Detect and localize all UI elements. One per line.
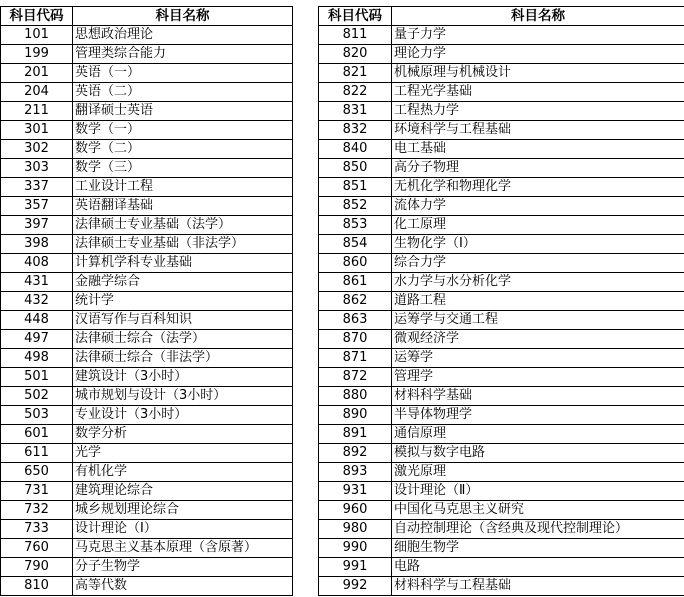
subject-name-cell: 工业设计工程 — [73, 178, 293, 197]
subject-name-cell: 数学（一） — [73, 121, 293, 140]
subject-code-cell: 853 — [319, 216, 392, 235]
subject-name-cell: 工程光学基础 — [392, 83, 684, 102]
subject-name-cell: 法律硕士专业基础（法学） — [73, 216, 293, 235]
subject-code-cell: 850 — [319, 159, 392, 178]
header-subject-code: 科目代码 — [1, 7, 73, 26]
subject-code-cell: 408 — [1, 254, 73, 273]
table-row — [1, 235, 293, 254]
table-row — [319, 254, 684, 273]
table-row — [1, 444, 293, 463]
subject-name-cell: 水力学与水分析化学 — [392, 273, 684, 292]
table-row — [319, 83, 684, 102]
subject-name-cell: 翻译硕士英语 — [73, 102, 293, 121]
subject-code-cell: 892 — [319, 444, 392, 463]
header-subject-code: 科目代码 — [319, 7, 392, 26]
table-row — [1, 26, 293, 45]
table-row — [1, 102, 293, 121]
subject-name-cell: 激光原理 — [392, 463, 684, 482]
subject-code-cell: 301 — [1, 121, 73, 140]
subject-name-cell: 光学 — [73, 444, 293, 463]
subject-name-cell: 统计学 — [73, 292, 293, 311]
subject-name-cell: 流体力学 — [392, 197, 684, 216]
subject-code-cell: 302 — [1, 140, 73, 159]
table-row — [1, 482, 293, 501]
subject-code-cell: 397 — [1, 216, 73, 235]
subject-code-cell: 832 — [319, 121, 392, 140]
subject-code-cell: 199 — [1, 45, 73, 64]
subject-code-cell: 731 — [1, 482, 73, 501]
table-row — [319, 292, 684, 311]
table-row — [319, 444, 684, 463]
table-row — [1, 501, 293, 520]
subject-name-cell: 法律硕士综合（法学） — [73, 330, 293, 349]
subject-code-cell: 337 — [1, 178, 73, 197]
table-row — [1, 159, 293, 178]
subject-code-cell: 990 — [319, 539, 392, 558]
table-row — [319, 140, 684, 159]
subject-name-cell: 建筑设计（3小时） — [73, 368, 293, 387]
subject-code-cell: 811 — [319, 26, 392, 45]
subject-code-cell: 101 — [1, 26, 73, 45]
subject-name-cell: 机械原理与机械设计 — [392, 64, 684, 83]
table-row — [319, 102, 684, 121]
subject-code-cell: 980 — [319, 520, 392, 539]
subject-name-cell: 设计理论（Ⅰ） — [73, 520, 293, 539]
subject-code-cell: 852 — [319, 197, 392, 216]
subject-code-cell: 862 — [319, 292, 392, 311]
table-row — [1, 368, 293, 387]
subject-name-cell: 专业设计（3小时） — [73, 406, 293, 425]
table-row — [1, 45, 293, 64]
table-row — [1, 558, 293, 577]
subject-name-cell: 中国化马克思主义研究 — [392, 501, 684, 520]
table-row — [1, 330, 293, 349]
subject-code-cell: 760 — [1, 539, 73, 558]
subject-name-cell: 通信原理 — [392, 425, 684, 444]
subject-name-cell: 材料科学与工程基础 — [392, 577, 684, 596]
subject-code-cell: 497 — [1, 330, 73, 349]
table-row — [319, 45, 684, 64]
table-header-row — [319, 7, 684, 26]
subject-name-cell: 工程热力学 — [392, 102, 684, 121]
subject-name-cell: 思想政治理论 — [73, 26, 293, 45]
subject-name-cell: 管理学 — [392, 368, 684, 387]
table-row — [319, 558, 684, 577]
subject-name-cell: 有机化学 — [73, 463, 293, 482]
subject-code-cell: 860 — [319, 254, 392, 273]
subject-code-cell: 431 — [1, 273, 73, 292]
table-row — [319, 235, 684, 254]
table-row — [1, 216, 293, 235]
subject-name-cell: 无机化学和物理化学 — [392, 178, 684, 197]
subject-name-cell: 建筑理论综合 — [73, 482, 293, 501]
table-row — [1, 406, 293, 425]
table-row — [1, 178, 293, 197]
table-row — [1, 197, 293, 216]
table-row — [319, 368, 684, 387]
subject-name-cell: 数学（三） — [73, 159, 293, 178]
table-row — [1, 64, 293, 83]
subject-code-cell: 831 — [319, 102, 392, 121]
subject-code-cell: 498 — [1, 349, 73, 368]
subject-name-cell: 综合力学 — [392, 254, 684, 273]
subject-code-cell: 861 — [319, 273, 392, 292]
subject-name-cell: 英语（二） — [73, 83, 293, 102]
subject-code-cell: 870 — [319, 330, 392, 349]
subject-table-right — [318, 6, 684, 596]
table-row — [319, 216, 684, 235]
table-row — [319, 501, 684, 520]
subject-name-cell: 数学（二） — [73, 140, 293, 159]
subject-code-cell: 398 — [1, 235, 73, 254]
table-row — [319, 425, 684, 444]
subject-name-cell: 法律硕士综合（非法学） — [73, 349, 293, 368]
subject-code-cell: 821 — [319, 64, 392, 83]
subject-name-cell: 分子生物学 — [73, 558, 293, 577]
table-row — [319, 159, 684, 178]
subject-code-cell: 733 — [1, 520, 73, 539]
subject-code-cell: 303 — [1, 159, 73, 178]
subject-code-cell: 880 — [319, 387, 392, 406]
table-row — [1, 83, 293, 102]
table-row — [1, 520, 293, 539]
subject-name-cell: 数学分析 — [73, 425, 293, 444]
subject-name-cell: 自动控制理论（含经典及现代控制理论） — [392, 520, 684, 539]
table-row — [1, 349, 293, 368]
header-subject-name: 科目名称 — [392, 7, 684, 26]
subject-name-cell: 模拟与数字电路 — [392, 444, 684, 463]
subject-code-cell: 357 — [1, 197, 73, 216]
table-header-row — [1, 7, 293, 26]
table-row — [319, 539, 684, 558]
subject-name-cell: 英语（一） — [73, 64, 293, 83]
subject-name-cell: 高等代数 — [73, 577, 293, 596]
table-row — [1, 539, 293, 558]
subject-name-cell: 道路工程 — [392, 292, 684, 311]
table-row — [1, 311, 293, 330]
subject-code-cell: 851 — [319, 178, 392, 197]
table-row — [1, 121, 293, 140]
subject-name-cell: 金融学综合 — [73, 273, 293, 292]
table-row — [319, 273, 684, 292]
subject-name-cell: 运筹学与交通工程 — [392, 311, 684, 330]
subject-name-cell: 半导体物理学 — [392, 406, 684, 425]
subject-code-cell: 601 — [1, 425, 73, 444]
subject-table-left — [0, 6, 293, 596]
subject-code-cell: 840 — [319, 140, 392, 159]
subject-name-cell: 细胞生物学 — [392, 539, 684, 558]
table-row — [319, 577, 684, 596]
subject-code-cell: 872 — [319, 368, 392, 387]
table-row — [1, 463, 293, 482]
subject-name-cell: 法律硕士专业基础（非法学） — [73, 235, 293, 254]
table-row — [1, 292, 293, 311]
subject-name-cell: 汉语写作与百科知识 — [73, 311, 293, 330]
subject-code-cell: 820 — [319, 45, 392, 64]
subject-code-cell: 863 — [319, 311, 392, 330]
table-row — [1, 577, 293, 596]
table-row — [319, 406, 684, 425]
table-row — [319, 482, 684, 501]
subject-code-cell: 432 — [1, 292, 73, 311]
subject-name-cell: 化工原理 — [392, 216, 684, 235]
subject-name-cell: 英语翻译基础 — [73, 197, 293, 216]
subject-name-cell: 城乡规划理论综合 — [73, 501, 293, 520]
table-row — [319, 178, 684, 197]
subject-code-cell: 211 — [1, 102, 73, 121]
table-row — [1, 273, 293, 292]
subject-code-cell: 810 — [1, 577, 73, 596]
table-row — [319, 330, 684, 349]
subject-name-cell: 马克思主义基本原理（含原著） — [73, 539, 293, 558]
subject-code-cell: 204 — [1, 83, 73, 102]
subject-name-cell: 微观经济学 — [392, 330, 684, 349]
subject-name-cell: 电路 — [392, 558, 684, 577]
subject-name-cell: 环境科学与工程基础 — [392, 121, 684, 140]
subject-code-cell: 871 — [319, 349, 392, 368]
table-row — [319, 387, 684, 406]
subject-name-cell: 设计理论（Ⅱ） — [392, 482, 684, 501]
table-row — [319, 463, 684, 482]
subject-name-cell: 材料科学基础 — [392, 387, 684, 406]
subject-code-cell: 893 — [319, 463, 392, 482]
subject-code-cell: 790 — [1, 558, 73, 577]
table-row — [319, 520, 684, 539]
subject-code-cell: 501 — [1, 368, 73, 387]
table-body-right — [319, 26, 684, 596]
subject-code-cell: 890 — [319, 406, 392, 425]
subject-code-cell: 650 — [1, 463, 73, 482]
subject-name-cell: 量子力学 — [392, 26, 684, 45]
subject-code-cell: 201 — [1, 64, 73, 83]
subject-name-cell: 理论力学 — [392, 45, 684, 64]
subject-code-cell: 822 — [319, 83, 392, 102]
table-row — [319, 349, 684, 368]
header-subject-name: 科目名称 — [73, 7, 293, 26]
subject-name-cell: 生物化学（Ⅰ） — [392, 235, 684, 254]
table-row — [1, 140, 293, 159]
table-row — [1, 387, 293, 406]
subject-name-cell: 高分子物理 — [392, 159, 684, 178]
subject-code-cell: 502 — [1, 387, 73, 406]
subject-name-cell: 管理类综合能力 — [73, 45, 293, 64]
subject-code-cell: 732 — [1, 501, 73, 520]
table-row — [319, 64, 684, 83]
table-row — [319, 121, 684, 140]
subject-name-cell: 城市规划与设计（3小时） — [73, 387, 293, 406]
subject-code-cell: 992 — [319, 577, 392, 596]
table-row — [1, 425, 293, 444]
subject-code-cell: 931 — [319, 482, 392, 501]
subject-code-cell: 448 — [1, 311, 73, 330]
table-row — [319, 26, 684, 45]
subject-code-cell: 503 — [1, 406, 73, 425]
subject-code-cell: 854 — [319, 235, 392, 254]
table-body-left — [1, 26, 293, 596]
table-row — [1, 254, 293, 273]
subject-name-cell: 计算机学科专业基础 — [73, 254, 293, 273]
table-row — [319, 197, 684, 216]
subject-code-cell: 960 — [319, 501, 392, 520]
subject-name-cell: 电工基础 — [392, 140, 684, 159]
subject-code-cell: 991 — [319, 558, 392, 577]
subject-name-cell: 运筹学 — [392, 349, 684, 368]
table-row — [319, 311, 684, 330]
subject-code-cell: 611 — [1, 444, 73, 463]
subject-code-cell: 891 — [319, 425, 392, 444]
